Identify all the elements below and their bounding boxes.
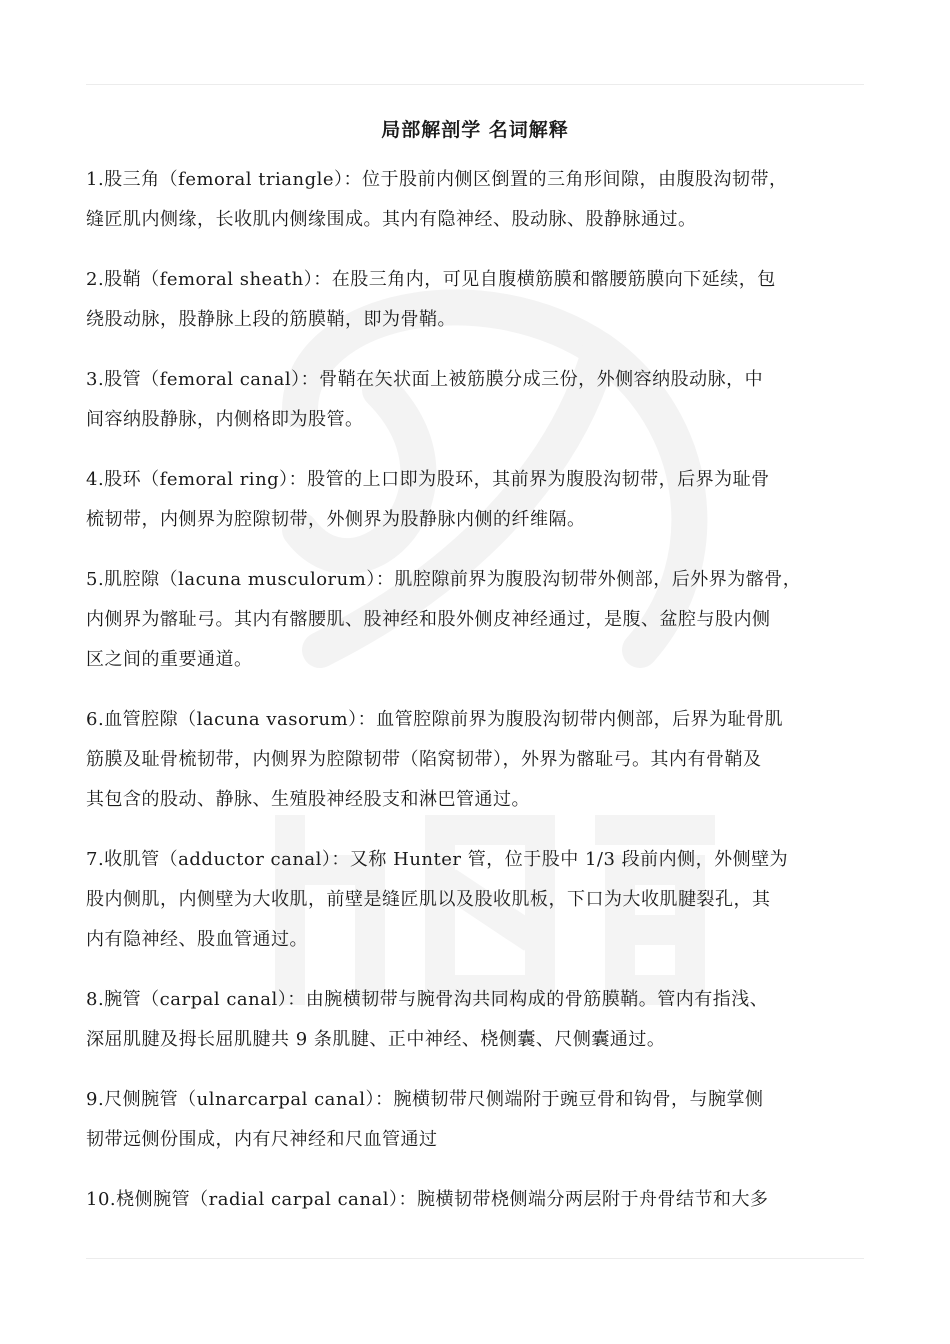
glossary-entry [86, 260, 866, 340]
entry-line: 间容纳股静脉，内侧格即为股管。 [86, 409, 364, 430]
glossary-entry [86, 840, 866, 960]
entry-line: 7.收肌管（adductor canal）：又称 Hunter 管，位于股中 1/3 段前内侧，外侧壁为 [86, 849, 789, 870]
glossary-entry [86, 560, 866, 680]
entry-line: 缝匠肌内侧缘，长收肌内侧缘围成。其内有隐神经、股动脉、股静脉通过。 [86, 209, 697, 230]
bottom-divider [86, 1258, 864, 1259]
glossary-entry [86, 360, 866, 440]
entry-line: 10.桡侧腕管（radial carpal canal）：腕横韧带桡侧端分两层附于舟骨结节和大多 [86, 1189, 769, 1210]
glossary-entry [86, 1180, 866, 1220]
entry-line: 深屈肌腱及拇长屈肌腱共 9 条肌腱、正中神经、桡侧囊、尺侧囊通过。 [86, 1029, 666, 1050]
entry-line: 内有隐神经、股血管通过。 [86, 929, 308, 950]
entry-line: 1.股三角（femoral triangle）：位于股前内侧区倒置的三角形间隙，由腹股沟韧带， [86, 169, 788, 190]
entry-line: 绕股动脉，股静脉上段的筋膜鞘，即为骨鞘。 [86, 309, 456, 330]
entry-line: 4.股环（femoral ring）：股管的上口即为股环，其前界为腹股沟韧带，后界为耻骨 [86, 469, 770, 490]
entry-line: 3.股管（femoral canal）：骨鞘在矢状面上被筋膜分成三份，外侧容纳股动脉，中 [86, 369, 764, 390]
glossary-entry [86, 700, 866, 820]
glossary-entry [86, 460, 866, 540]
entry-line: 内侧界为髂耻弓。其内有髂腰肌、股神经和股外侧皮神经通过，是腹、盆腔与股内侧 [86, 609, 771, 630]
entry-line: 区之间的重要通道。 [86, 649, 253, 670]
entry-line: 2.股鞘（femoral sheath）：在股三角内，可见自腹横筋膜和髂腰筋膜向下延续，包 [86, 269, 776, 290]
entry-line: 8.腕管（carpal canal）：由腕横韧带与腕骨沟共同构成的骨筋膜鞘。管内有指浅、 [86, 989, 769, 1010]
glossary-entry [86, 980, 866, 1060]
entry-line: 韧带远侧份围成，内有尺神经和尺血管通过 [86, 1129, 438, 1150]
entry-line: 筋膜及耻骨梳韧带，内侧界为腔隙韧带（陷窝韧带），外界为髂耻弓。其内有骨鞘及 [86, 749, 762, 770]
entry-line: 6.血管腔隙（lacuna vasorum）：血管腔隙前界为腹股沟韧带内侧部，后界为耻骨肌 [86, 709, 784, 730]
entry-line: 梳韧带，内侧界为腔隙韧带，外侧界为股静脉内侧的纤维隔。 [86, 509, 586, 530]
entry-line: 其包含的股动、静脉、生殖股神经股支和淋巴管通过。 [86, 789, 530, 810]
glossary-list [86, 160, 866, 1240]
entry-line: 5.肌腔隙（lacuna musculorum）：肌腔隙前界为腹股沟韧带外侧部，后外界为髂骨， [86, 569, 802, 590]
glossary-entry [86, 1080, 866, 1160]
page-title: 局部解剖学 名词解释 [381, 119, 569, 141]
top-divider [86, 84, 864, 85]
entry-line: 9.尺侧腕管（ulnarcarpal canal）：腕横韧带尺侧端附于豌豆骨和钩骨，与腕掌侧 [86, 1089, 764, 1110]
glossary-entry [86, 160, 866, 240]
entry-line: 股内侧肌，内侧壁为大收肌，前壁是缝匠肌以及股收肌板，下口为大收肌腱裂孔，其 [86, 889, 771, 910]
